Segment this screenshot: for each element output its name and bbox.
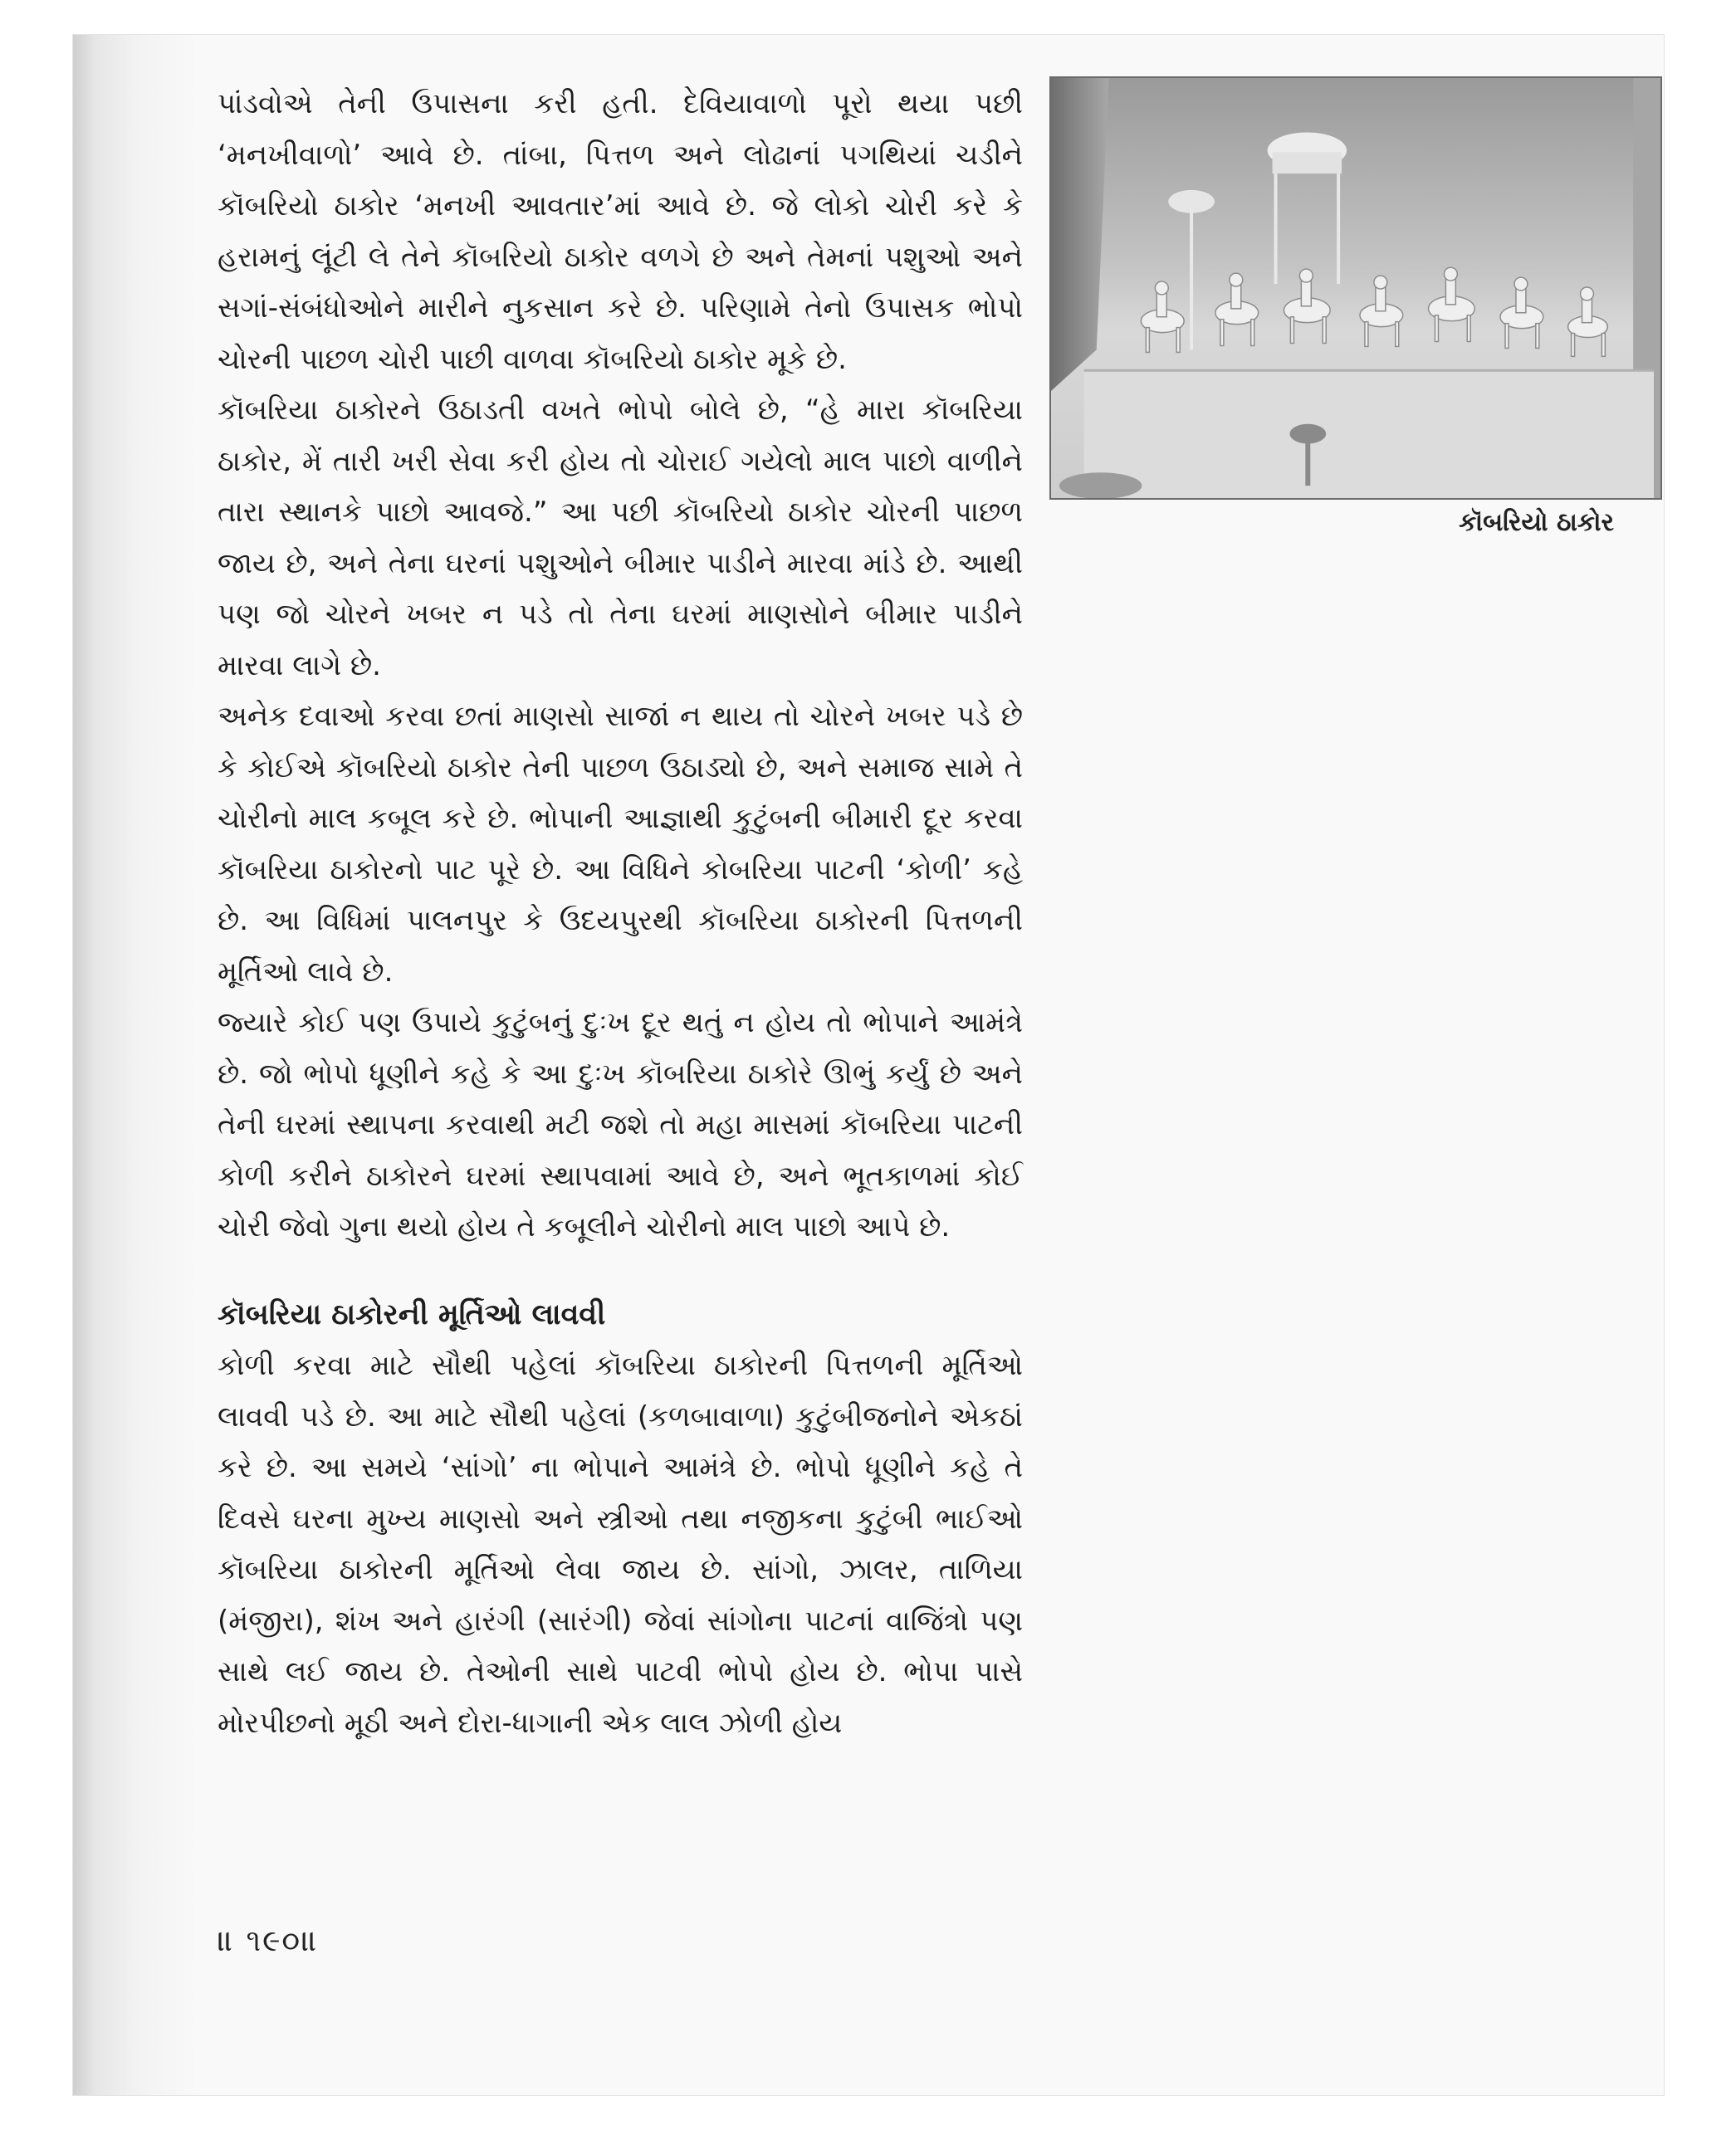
figure-caption: કૉબરિયો ઠાકોર xyxy=(1459,508,1614,537)
brass-idols-illustration xyxy=(1051,78,1660,498)
kobariyo-thakor-photo xyxy=(1049,76,1662,500)
section-heading: કૉબરિયા ઠાકોરની મૂર્તિઓ લાવવી xyxy=(218,1297,606,1331)
paragraph-4: જ્યારે કોઈ પણ ઉપાયે કુટુંબનું દુઃખ દૂર થતું ન હોય તો ભોપાને આમંત્રે છે. જો ભોપો ધૂણીને કહે કે આ દુઃખ કૉબરિયા ઠાકોરે ઊભું કર્યું છે અને તેની ઘરમાં સ્થાપના કરવાથી મટી જશે તો મહા માસમાં કૉબરિયા પાટની કોળી કરીને ઠાકોરને ઘરમાં સ્થાપવામાં આવે છે, અને ભૂતકાળમાં કોઈ ચોરી જેવો ગુના થયો હોય તે કબૂલીને ચોરીનો માલ પાછો આપે છે. xyxy=(218,1006,1023,1243)
paragraph-2: કૉબરિયા ઠાકોરને ઉઠાડતી વખતે ભોપો બોલે છે, “હે મારા કૉબરિયા ઠાકોર, મેં તારી ખરી સેવા કરી હોય તો ચોરાઈ ગયેલો માલ પાછો વાળીને તારા સ્થાનકે પાછો આવજે.” આ પછી કૉબરિયો ઠાકોર ચોરની પાછળ જાય છે, અને તેના ઘરનાં પશુઓને બીમાર પાડીને મારવા માંડે છે. આથી પણ જો ચોરને ખબર ન પડે તો તેના ઘરમાં માણસોને બીમાર પાડીને મારવા લાગે છે. xyxy=(218,393,1023,682)
page-number: ॥ ૧૯૦॥ xyxy=(218,1924,320,1958)
paragraph-3: અનેક દવાઓ કરવા છતાં માણસો સાજાં ન થાય તો ચોરને ખબર પડે છે કે કોઈએ કૉબરિયો ઠાકોર તેની પાછળ ઉઠાડ્યો છે, અને સમાજ સામે તે ચોરીનો માલ કબૂલ કરે છે. ભોપાની આજ્ઞાથી કુટુંબની બીમારી દૂર કરવા કૉબરિયા ઠાકોરનો પાટ પૂરે છે. આ વિધિને કોબરિયા પાટની ‘કોળી’ કહે છે. આ વિધિમાં પાલનપુર કે ઉદયપુરથી કૉબરિયા ઠાકોરની પિત્તળની મૂર્તિઓ લાવે છે. xyxy=(218,700,1023,989)
body-text xyxy=(218,79,1023,1749)
section-paragraph: કોળી કરવા માટે સૌથી પહેલાં કૉબરિયા ઠાકોરની પિત્તળની મૂર્તિઓ લાવવી પડે છે. આ માટે સૌથી પહેલાં (કળબાવાળા) કુટુંબીજનોને એકઠાં કરે છે. આ સમયે ‘સાંગો’ ના ભોપાને આમંત્રે છે. ભોપો ધૂણીને કહે તે દિવસે ઘરના મુખ્ય માણસો અને સ્ત્રીઓ તથા નજીકના કુટુંબી ભાઈઓ કૉબરિયા ઠાકોરની મૂર્તિઓ લેવા જાય છે. સાંગો, ઝાલર, તાળિયા (મંજીરા), શંખ અને હારંગી (સારંગી) જેવાં સાંગોના પાટનાં વાજિંત્રો પણ સાથે લઈ જાય છે. તેઓની સાથે પાટવી ભોપો હોય છે. ભોપા પાસે મોરપીછનો મૂઠી અને દોરા-ધાગાની એક લાલ ઝોળી હોય xyxy=(218,1349,1023,1740)
paragraph-1: પાંડવોએ તેની ઉપાસના કરી હતી. દેવિયાવાળો પૂરો થયા પછી ‘મનખીવાળો’ આવે છે. તાંબા, પિત્તળ અને લોઢાનાં પગથિયાં ચડીને કૉબરિયો ઠાકોર ‘મનખી આવતાર’માં આવે છે. જે લોકો ચોરી કરે કે હરામનું લૂંટી લે તેને કૉબરિયો ઠાકોર વળગે છે અને તેમનાં પશુઓ અને સગાં-સંબંધોઓને મારીને નુકસાન કરે છે. પરિણામે તેનો ઉપાસક ભોપો ચોરની પાછળ ચોરી પાછી વાળવા કૉબરિયો ઠાકોર મૂકે છે. xyxy=(218,87,1023,376)
page-binding-shadow xyxy=(73,35,198,2095)
